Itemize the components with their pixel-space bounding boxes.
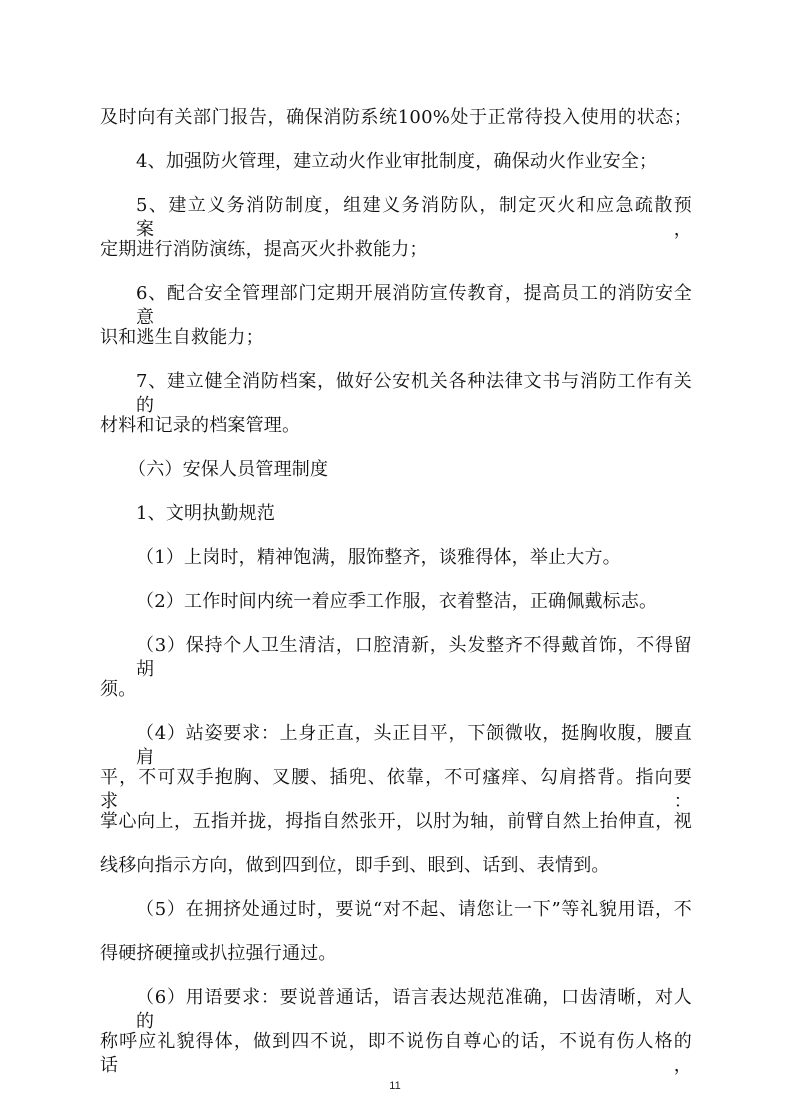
text-line: 定期进行消防演练，提高灭火扑救能力； xyxy=(100,239,428,260)
text-line: 材料和记录的档案管理。 xyxy=(100,415,301,436)
text-line: （1）上岗时，精神饱满，服饰整齐，谈雅得体，举止大方。 xyxy=(136,547,621,568)
section-heading: （六）安保人员管理制度 xyxy=(128,459,329,480)
text-line: 7、建立健全消防档案，做好公安机关各种法律文书与消防工作有关的 xyxy=(136,371,692,416)
text-line: 须。 xyxy=(100,679,137,700)
text-line: 识和逃生自救能力； xyxy=(100,327,264,348)
text-line: （6）用语要求：要说普通话，语言表达规范准确，口齿清晰，对人的 xyxy=(136,987,692,1032)
text-line: 线移向指示方向，做到四到位，即手到、眼到、话到、表情到。 xyxy=(100,855,610,876)
subsection-heading: 1、文明执勤规范 xyxy=(136,503,276,524)
text-line: 6、配合安全管理部门定期开展消防宣传教育，提高员工的消防安全意 xyxy=(136,283,692,328)
text-line: 平，不可双手抱胸、叉腰、插兜、依靠，不可瘙痒、勾肩搭背。指向要求： xyxy=(100,767,692,812)
text-line: （3）保持个人卫生清洁，口腔清新，头发整齐不得戴首饰，不得留胡 xyxy=(136,635,692,680)
text-line: （4）站姿要求：上身正直，头正目平，下颌微收，挺胸收腹，腰直肩 xyxy=(136,723,692,768)
text-line: 得硬挤硬撞或扒拉强行通过。 xyxy=(100,943,337,964)
text-line: 4、加强防火管理，建立动火作业审批制度，确保动火作业安全； xyxy=(136,151,658,172)
text-line: 及时向有关部门报告，确保消防系统100%处于正常待投入使用的状态； xyxy=(100,107,692,128)
text-line: （2）工作时间内统一着应季工作服，衣着整洁，正确佩戴标志。 xyxy=(136,591,658,612)
text-line: 5、建立义务消防制度，组建义务消防队，制定灭火和应急疏散预案， xyxy=(136,195,692,240)
text-line: 掌心向上，五指并拢，拇指自然张开，以肘为轴，前臂自然上抬伸直，视 xyxy=(100,811,692,832)
text-line: （5）在拥挤处通过时，要说“对不起、请您让一下”等礼貌用语，不 xyxy=(136,899,692,920)
page-number: 11 xyxy=(389,1080,401,1092)
text-line: 称呼应礼貌得体，做到四不说，即不说伤自尊心的话，不说有伤人格的话， xyxy=(100,1031,692,1076)
